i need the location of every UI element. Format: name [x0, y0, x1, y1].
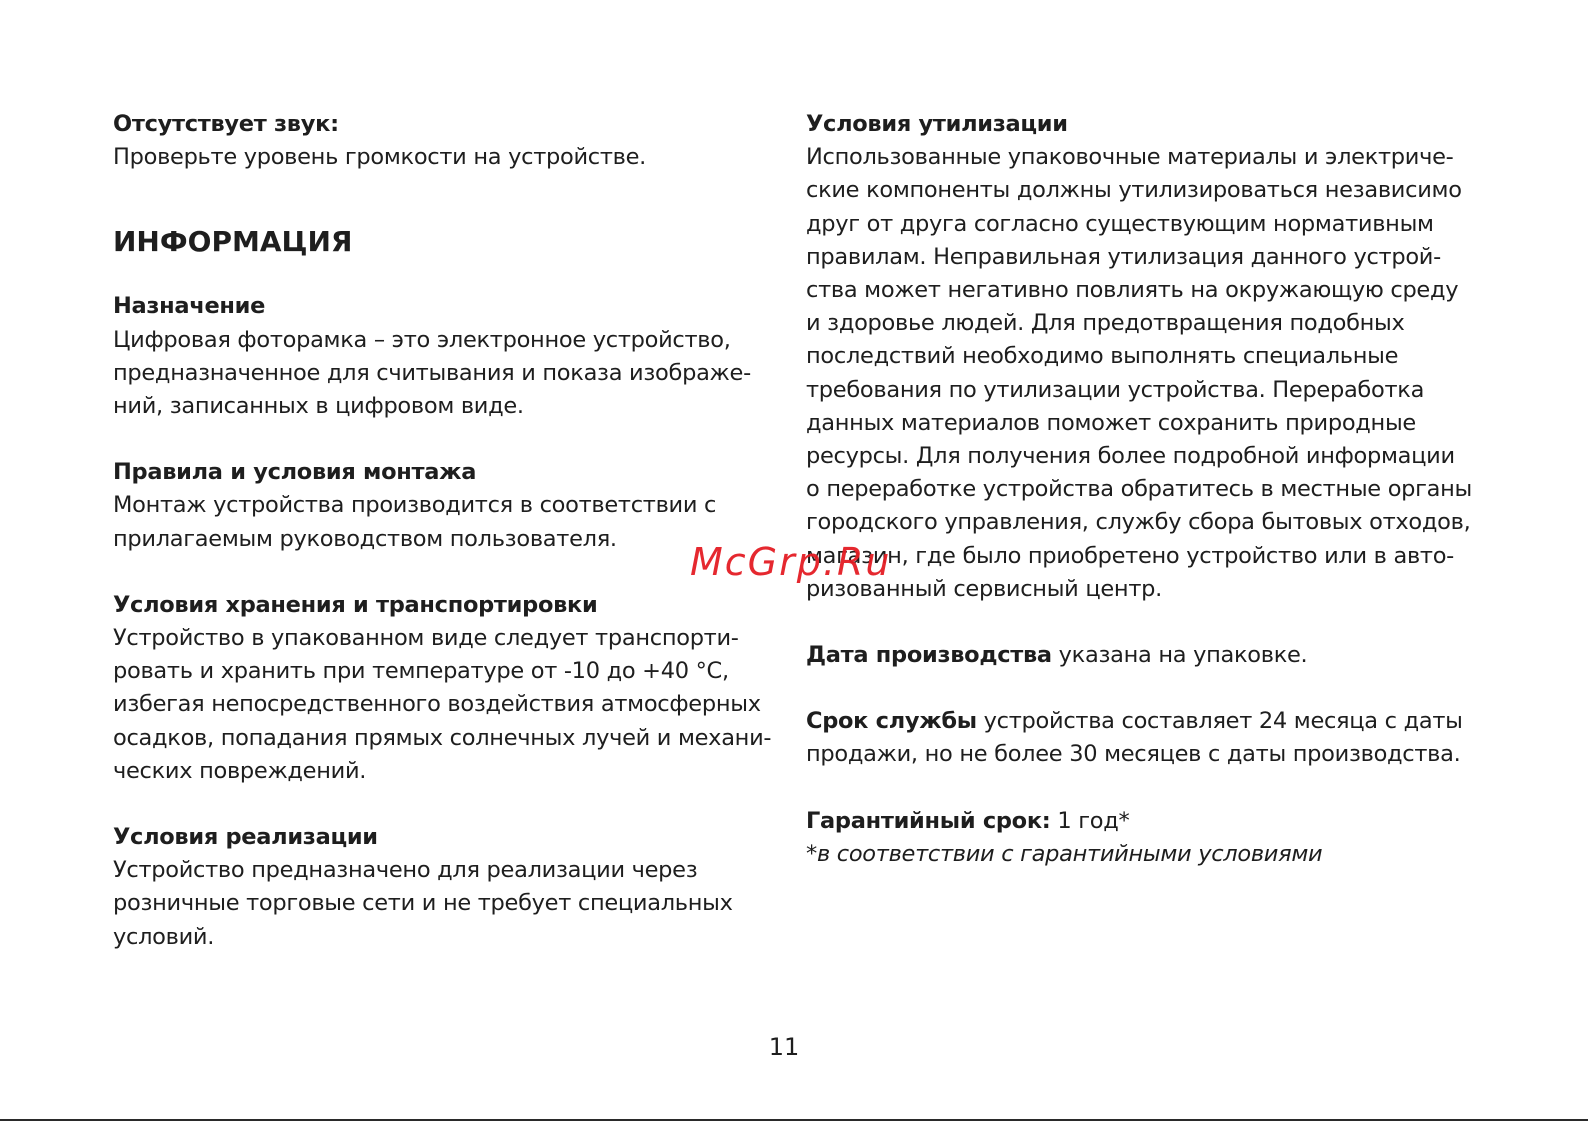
text-line: Устройство предназначено для реализации через — [113, 857, 698, 884]
no-sound-heading: Отсутствует звук: — [113, 111, 339, 137]
text-line: розничные торговые сети и не требует специальных — [113, 890, 733, 917]
mounting-heading: Правила и условия монтажа — [113, 459, 477, 486]
production-date-label: Дата производства — [806, 642, 1052, 669]
text-line: осадков, попадания прямых солнечных лучей и механи- — [113, 724, 772, 751]
text-line: требования по утилизации устройства. Переработка — [806, 376, 1425, 403]
warranty-note: *в соответствии с гарантийными условиями — [806, 840, 1323, 867]
text-line: Устройство в упакованном виде следует транспорти- — [113, 625, 739, 652]
right-column — [806, 108, 1473, 871]
disposal-heading: Условия утилизации — [806, 111, 1068, 137]
text-line: ровать и хранить при температуре от -10 до +40 °С, — [113, 658, 729, 685]
text-line: последствий необходимо выполнять специальные — [806, 343, 1399, 370]
info-heading: ИНФОРМАЦИЯ — [113, 225, 353, 259]
text-line: продажи, но не более 30 месяцев с даты производства. — [806, 741, 1461, 768]
disposal-text — [806, 141, 1473, 606]
text-line: и здоровье людей. Для предотвращения подобных — [806, 310, 1405, 337]
storage-text — [113, 622, 772, 788]
text-line: ские компоненты должны утилизироваться независимо — [806, 177, 1462, 204]
text-line: Проверьте уровень громкости на устройстве. — [113, 144, 647, 171]
warranty-line — [806, 805, 1466, 838]
text-line: о переработке устройства обратитесь в местные органы — [806, 476, 1473, 503]
warranty-label: Гарантийный срок: — [806, 807, 1051, 834]
text-line: прилагаемым руководством пользователя. — [113, 525, 617, 552]
left-column — [113, 108, 772, 954]
service-life-label: Срок службы — [806, 708, 977, 735]
text-line: условий. — [113, 923, 215, 950]
sales-heading: Условия реализации — [113, 824, 378, 851]
text-line: ний, записанных в цифровом виде. — [113, 393, 524, 420]
page-number: 11 — [768, 1033, 800, 1061]
no-sound-text — [113, 141, 763, 174]
text-line: ческих повреждений. — [113, 757, 367, 784]
service-life — [806, 705, 1466, 771]
storage-heading: Условия хранения и транспортировки — [113, 591, 598, 618]
service-life-line — [806, 705, 1466, 738]
text-line: данных материалов поможет сохранить природные — [806, 409, 1416, 436]
text-line: магазин, где было приобретено устройство или в авто- — [806, 542, 1454, 569]
production-date-line — [806, 639, 1466, 672]
text-line: Монтаж устройства производится в соответствии с — [113, 492, 717, 519]
text-line: ресурсы. Для получения более подробной информации — [806, 443, 1455, 470]
text-line: городского управления, службу сбора бытовых отходов, — [806, 509, 1471, 536]
text-line: друг от друга согласно существующим нормативным — [806, 210, 1434, 237]
text-line: Цифровая фоторамка – это электронное устройство, — [113, 326, 731, 353]
text-line: предназначенное для считывания и показа изображе- — [113, 359, 751, 386]
warranty — [806, 805, 1466, 838]
text-line: Использованные упаковочные материалы и электриче- — [806, 144, 1454, 171]
purpose-text — [113, 324, 763, 424]
sales-text — [113, 854, 763, 954]
watermark: McGrp.Ru — [690, 540, 892, 584]
text-line: ства может негативно повлиять на окружающую среду — [806, 277, 1459, 304]
production-date-text: указана на упаковке. — [1051, 642, 1308, 669]
text-line: ризованный сервисный центр. — [806, 575, 1162, 602]
service-life-text: устройства составляет 24 месяца с даты — [976, 708, 1463, 735]
bottom-rule — [0, 1119, 1588, 1121]
mounting-text — [113, 489, 763, 555]
text-line: избегая непосредственного воздействия атмосферных — [113, 691, 761, 718]
text-line: правилам. Неправильная утилизация данного устрой- — [806, 243, 1441, 270]
warranty-text: 1 год* — [1050, 807, 1130, 834]
purpose-heading: Назначение — [113, 293, 266, 320]
production-date — [806, 639, 1466, 672]
